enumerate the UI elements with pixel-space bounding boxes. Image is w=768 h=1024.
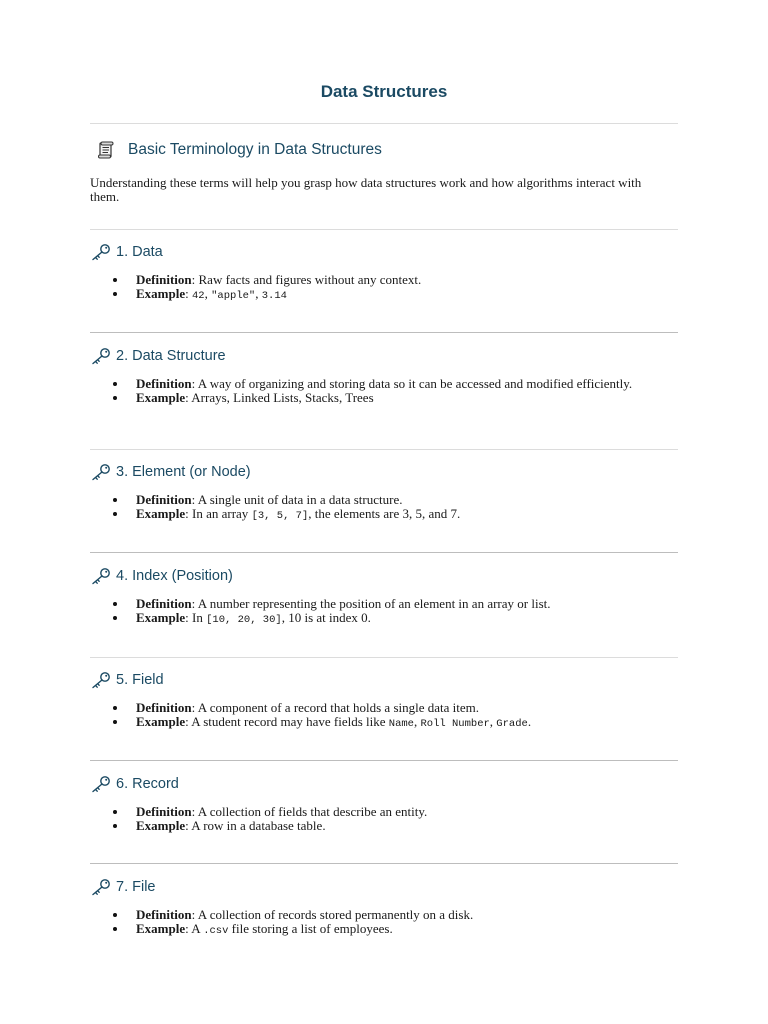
- term-section: [90, 775, 678, 833]
- term-section: [90, 671, 678, 730]
- divider: [90, 123, 678, 124]
- term-section: [90, 463, 678, 522]
- term-heading-text: 7. File: [116, 879, 156, 895]
- term-heading-text: 4. Index (Position): [116, 568, 233, 584]
- divider: [90, 229, 678, 230]
- definition-text: A number representing the position of an element in an array or list.: [197, 596, 551, 611]
- example-item: [90, 391, 636, 405]
- term-heading: [90, 567, 678, 585]
- key-icon: [90, 775, 112, 793]
- example-text: , the elements are 3, 5, and 7.: [308, 505, 461, 521]
- inline-code: "apple": [211, 289, 256, 302]
- definition-label: Definition: [136, 376, 192, 391]
- label-separator: :: [191, 376, 198, 391]
- definition-item: [90, 273, 636, 287]
- term-section: [90, 243, 678, 302]
- label-separator: :: [185, 389, 192, 405]
- example-item: [90, 287, 636, 304]
- term-heading-text: 6. Record: [116, 776, 179, 792]
- term-section: [90, 347, 678, 405]
- divider: [90, 449, 678, 450]
- example-item: [90, 715, 636, 732]
- label-separator: :: [191, 492, 198, 507]
- term-bullets: [90, 805, 678, 832]
- example-text: Arrays, Linked Lists, Stacks, Trees: [191, 389, 374, 405]
- example-text: ,: [255, 285, 262, 301]
- label-separator: :: [185, 920, 192, 936]
- label-separator: :: [185, 817, 192, 833]
- definition-label: Definition: [136, 907, 192, 922]
- label-separator: :: [185, 609, 192, 625]
- inline-code: [10, 20, 30]: [206, 613, 282, 626]
- example-label: Example: [136, 817, 186, 833]
- definition-item: [90, 805, 636, 819]
- divider: [90, 332, 678, 333]
- definition-text: A single unit of data in a data structure.: [197, 492, 403, 507]
- term-heading-text: 3. Element (or Node): [116, 464, 251, 480]
- example-label: Example: [136, 920, 186, 936]
- intro-paragraph: Understanding these terms will help you grasp how data structures work and how algorithms interact with them.: [90, 175, 642, 204]
- term-heading: [90, 671, 678, 689]
- term-section: [90, 878, 678, 937]
- term-bullets: [90, 273, 678, 303]
- inline-code: [3, 5, 7]: [251, 509, 309, 522]
- example-text: ,: [413, 713, 421, 729]
- label-separator: :: [191, 272, 199, 287]
- label-separator: :: [191, 700, 198, 715]
- example-text: A: [191, 920, 204, 936]
- term-bullets: [90, 908, 678, 938]
- term-bullets: [90, 377, 678, 404]
- example-label: Example: [136, 285, 186, 301]
- scroll-icon: [96, 140, 116, 160]
- example-text: ,: [489, 713, 497, 729]
- example-label: Example: [136, 505, 186, 521]
- example-text: In an array: [192, 505, 252, 521]
- definition-label: Definition: [136, 492, 192, 507]
- example-item: [90, 922, 636, 939]
- example-label: Example: [136, 389, 186, 405]
- definition-item: [90, 908, 636, 922]
- example-text: .: [527, 713, 532, 729]
- example-label: Example: [136, 713, 186, 729]
- definition-text: A collection of records stored permanently on a disk.: [197, 907, 474, 922]
- definition-text: A way of organizing and storing data so it can be accessed and modified efficiently.: [197, 376, 633, 391]
- inline-code: 42: [192, 289, 205, 302]
- divider: [90, 863, 678, 864]
- example-text: A row in a database table.: [191, 817, 326, 833]
- divider: [90, 657, 678, 658]
- term-heading-text: 5. Field: [116, 672, 164, 688]
- inline-code: Grade: [496, 717, 528, 730]
- term-heading: [90, 463, 678, 481]
- example-item: [90, 819, 636, 833]
- term-bullets: [90, 597, 678, 627]
- divider: [90, 552, 678, 553]
- inline-code: Name: [388, 717, 414, 730]
- label-separator: :: [191, 596, 198, 611]
- label-separator: :: [185, 285, 192, 301]
- term-heading: [90, 878, 678, 896]
- term-heading-text: 1. Data: [116, 244, 163, 260]
- label-separator: :: [191, 804, 198, 819]
- example-item: [90, 507, 636, 524]
- inline-code: .csv: [203, 924, 229, 937]
- definition-text: A collection of fields that describe an entity.: [197, 804, 428, 819]
- definition-text: A component of a record that holds a single data item.: [197, 700, 480, 715]
- key-icon: [90, 463, 112, 481]
- term-heading: [90, 347, 678, 365]
- definition-item: [90, 701, 636, 715]
- example-text: file storing a list of employees.: [228, 920, 393, 936]
- definition-label: Definition: [136, 804, 192, 819]
- example-text: , 10 is at index 0.: [281, 609, 371, 625]
- term-bullets: [90, 701, 678, 731]
- example-text: A student record may have fields like: [191, 713, 389, 729]
- term-heading: [90, 243, 678, 261]
- term-heading-text: 2. Data Structure: [116, 348, 226, 364]
- key-icon: [90, 243, 112, 261]
- example-text: In: [192, 609, 207, 625]
- definition-label: Definition: [136, 700, 192, 715]
- inline-code: Roll Number: [420, 717, 490, 730]
- key-icon: [90, 567, 112, 585]
- definition-item: [90, 597, 636, 611]
- example-text: ,: [204, 285, 212, 301]
- term-heading: [90, 775, 678, 793]
- example-item: [90, 611, 636, 628]
- section-heading: [90, 140, 382, 160]
- page-title: Data Structures: [320, 82, 448, 101]
- key-icon: [90, 347, 112, 365]
- term-bullets: [90, 493, 678, 523]
- definition-label: Definition: [136, 596, 192, 611]
- divider: [90, 760, 678, 761]
- definition-item: [90, 377, 636, 391]
- term-section: [90, 567, 678, 626]
- label-separator: :: [191, 907, 198, 922]
- key-icon: [90, 671, 112, 689]
- label-separator: :: [185, 713, 192, 729]
- definition-text: Raw facts and figures without any context.: [198, 272, 422, 287]
- definition-label: Definition: [136, 272, 192, 287]
- label-separator: :: [185, 505, 192, 521]
- section-title-text: Basic Terminology in Data Structures: [128, 141, 382, 158]
- example-label: Example: [136, 609, 186, 625]
- key-icon: [90, 878, 112, 896]
- inline-code: 3.14: [261, 289, 287, 302]
- definition-item: [90, 493, 636, 507]
